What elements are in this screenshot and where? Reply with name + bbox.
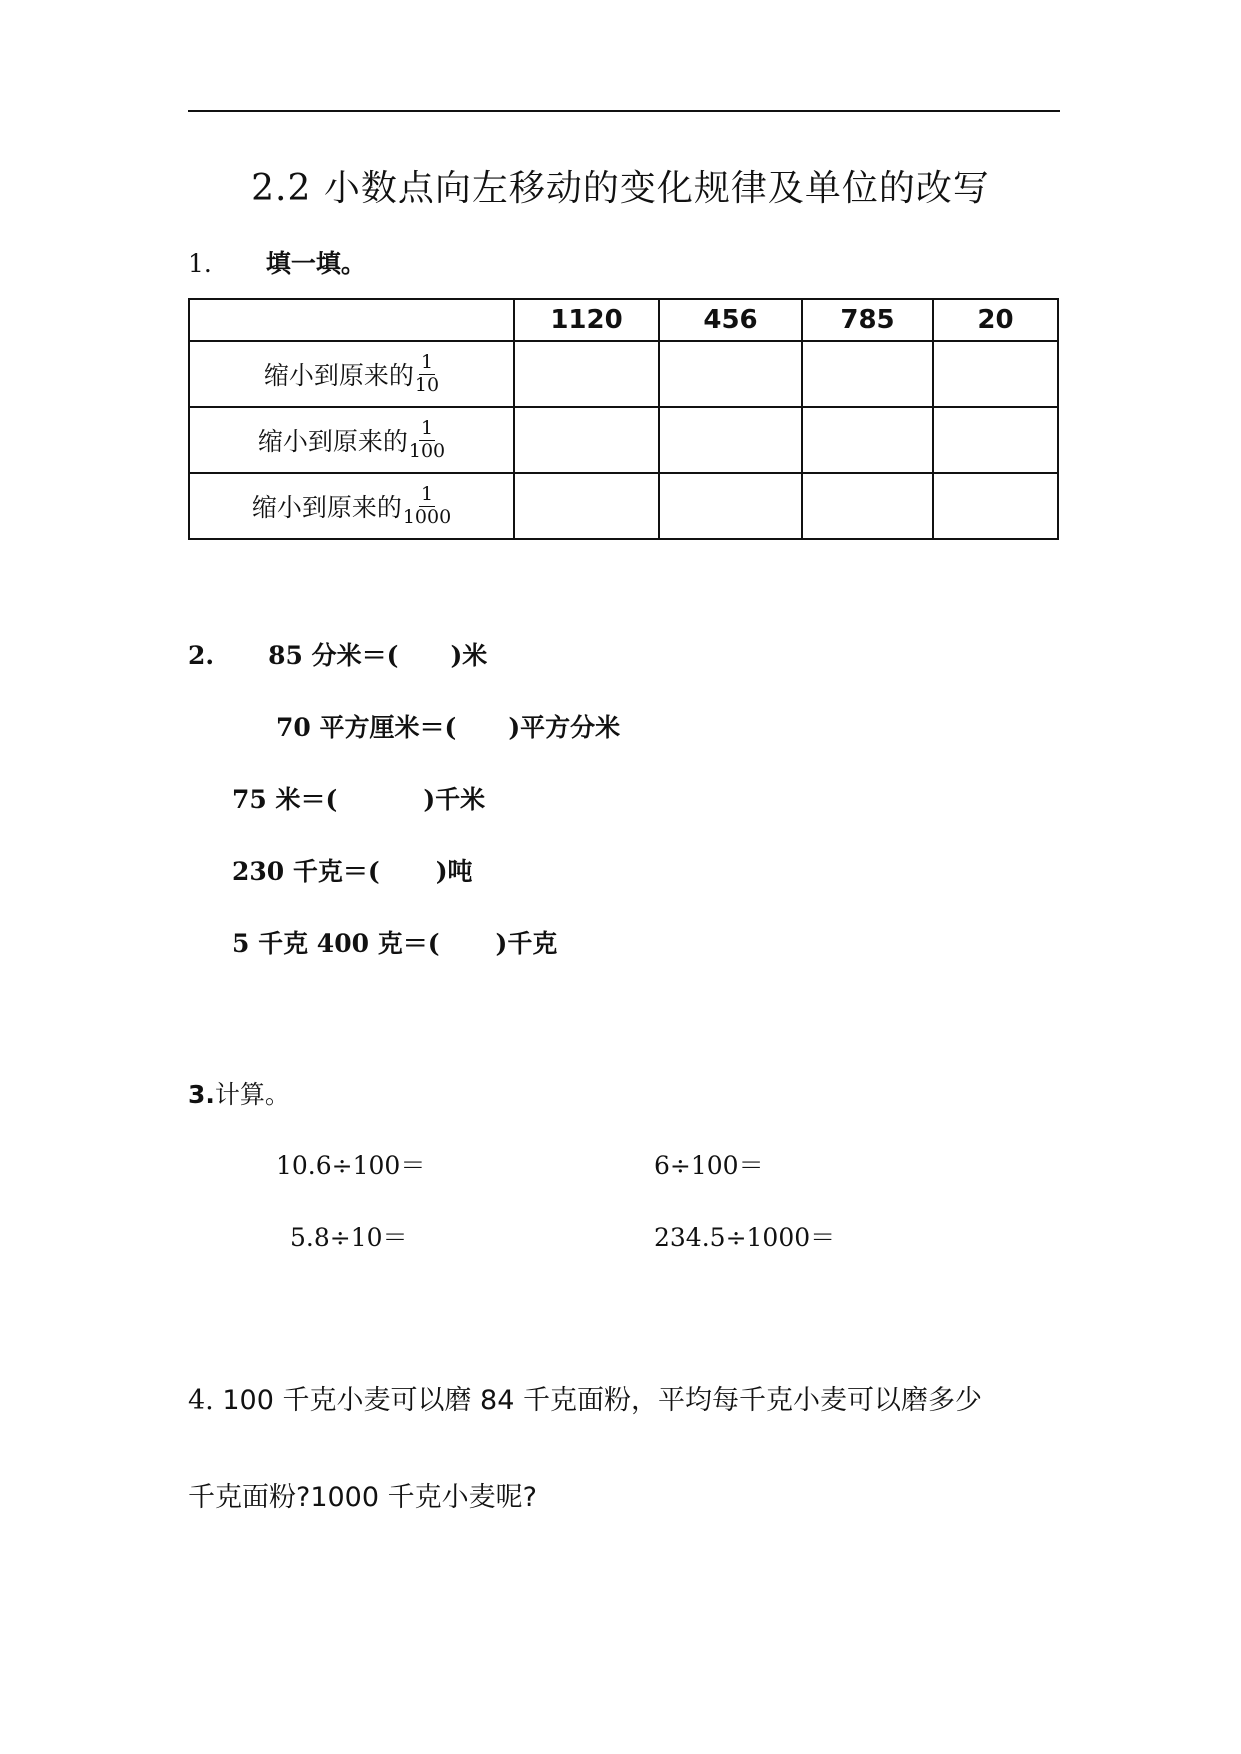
- question-2-line: [276, 708, 620, 744]
- answer-cell[interactable]: [659, 407, 802, 473]
- table-row: [189, 407, 1058, 473]
- question-4-text: 100 千克小麦可以磨 84 千克面粉，平均每千克小麦可以磨多少: [222, 1385, 982, 1416]
- answer-cell[interactable]: [514, 407, 659, 473]
- calc-item: 234.5÷1000＝: [654, 1223, 836, 1252]
- question-3-number: 3.: [188, 1080, 215, 1109]
- fraction-denominator: 1000: [402, 505, 452, 528]
- question-4-number: 4.: [188, 1385, 214, 1416]
- question-1-instruction: 填一填。: [265, 249, 366, 278]
- fraction-numerator: 1: [420, 482, 434, 505]
- question-1-heading: [188, 244, 366, 280]
- row-label: 缩小到原来的: [257, 427, 408, 456]
- question-2-line: [232, 780, 485, 816]
- question-2-line: [232, 924, 557, 960]
- fraction-denominator: 100: [408, 439, 446, 462]
- answer-cell[interactable]: [933, 473, 1058, 539]
- row-label: 缩小到原来的: [251, 493, 402, 522]
- fraction: [408, 416, 446, 462]
- question-2-line: [232, 852, 473, 888]
- fraction: [414, 350, 440, 396]
- table-corner-cell: [189, 299, 514, 341]
- answer-cell[interactable]: [933, 407, 1058, 473]
- conversion-prefix: 85 分米＝(: [268, 641, 399, 670]
- fraction: [402, 482, 452, 528]
- table-header-cell: 20: [933, 299, 1058, 341]
- conversion-suffix: )米: [450, 641, 488, 670]
- question-1-number: 1.: [188, 249, 212, 278]
- conversion-suffix: )千米: [423, 785, 486, 814]
- answer-cell[interactable]: [659, 473, 802, 539]
- conversion-prefix: 70 平方厘米＝(: [276, 713, 457, 742]
- header-rule: [188, 110, 1060, 112]
- row-label-cell: [189, 407, 514, 473]
- row-label: 缩小到原来的: [263, 361, 414, 390]
- table-header-cell: 785: [802, 299, 933, 341]
- page-title: 2.2 小数点向左移动的变化规律及单位的改写: [251, 168, 990, 209]
- conversion-prefix: 75 米＝(: [232, 785, 338, 814]
- question-3-instruction: 计算。: [214, 1080, 290, 1109]
- calc-item: 6÷100＝: [654, 1151, 764, 1180]
- answer-cell[interactable]: [802, 407, 933, 473]
- table-row: [189, 473, 1058, 539]
- answer-cell[interactable]: [802, 473, 933, 539]
- row-label-cell: [189, 473, 514, 539]
- fraction-numerator: 1: [420, 350, 434, 373]
- fraction-denominator: 10: [414, 373, 440, 396]
- table-row: [189, 341, 1058, 407]
- conversion-suffix: )平方分米: [508, 713, 621, 742]
- conversion-prefix: 5 千克 400 克＝(: [232, 929, 440, 958]
- row-label-cell: [189, 341, 514, 407]
- table-header-cell: 456: [659, 299, 802, 341]
- question-2-number: 2.: [188, 641, 215, 670]
- conversion-suffix: )千克: [495, 929, 558, 958]
- answer-cell[interactable]: [933, 341, 1058, 407]
- table-header-cell: 1120: [514, 299, 659, 341]
- calc-item: 10.6÷100＝: [276, 1151, 426, 1180]
- answer-cell[interactable]: [514, 473, 659, 539]
- fraction-numerator: 1: [420, 416, 434, 439]
- question-4-line: 千克面粉?1000 千克小麦呢?: [188, 1482, 537, 1513]
- answer-cell[interactable]: [514, 341, 659, 407]
- question-4-line: [188, 1378, 982, 1417]
- answer-cell[interactable]: [659, 341, 802, 407]
- question-2-line: [188, 636, 487, 672]
- conversion-suffix: )吨: [435, 857, 473, 886]
- answer-cell[interactable]: [802, 341, 933, 407]
- conversion-prefix: 230 千克＝(: [232, 857, 380, 886]
- table-header-row: [189, 299, 1058, 341]
- question-3-heading: [188, 1075, 290, 1111]
- calc-item: 5.8÷10＝: [290, 1223, 408, 1252]
- fill-in-table: [188, 298, 1059, 540]
